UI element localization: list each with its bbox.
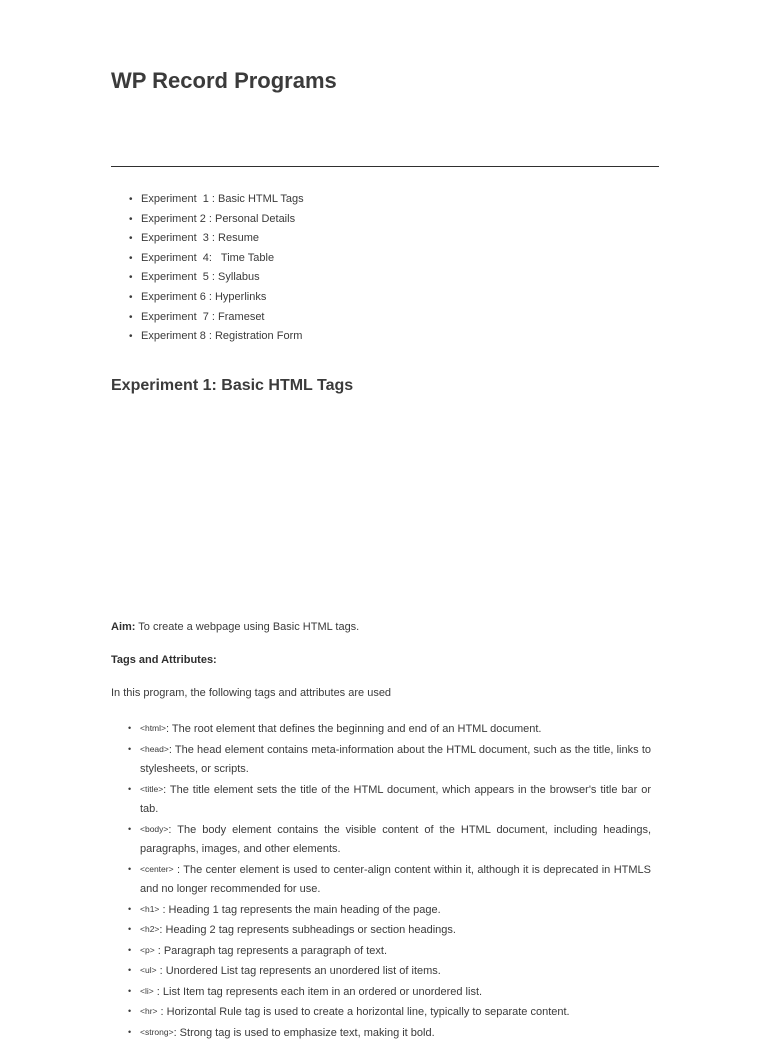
tag-description: : The center element is used to center-align content within it, although it is deprecated in HTMLS and no longer recommended for use. (140, 864, 651, 896)
tag-description: : The body element contains the visible content of the HTML document, including headings, paragraphs, images, and other elements. (140, 824, 651, 856)
tag-description: : Horizontal Rule tag is used to create a horizontal line, typically to separate content. (158, 1006, 570, 1018)
aim-label: Aim: (111, 621, 135, 633)
toc-item[interactable]: • Experiment 7 : Frameset (111, 308, 304, 328)
tag-code: <hr> (140, 1006, 158, 1016)
table-of-contents (111, 190, 304, 347)
toc-item[interactable]: • Experiment 1 : Basic HTML Tags (111, 190, 304, 210)
tag-list-item (111, 820, 651, 860)
tag-description: : List Item tag represents each item in an ordered or unordered list. (154, 986, 482, 998)
toc-item[interactable]: • Experiment 6 : Hyperlinks (111, 288, 304, 308)
tag-code: <title> (140, 784, 163, 794)
tag-description: : The root element that defines the beginning and end of an HTML document. (166, 723, 541, 735)
tag-list-item (111, 1002, 651, 1023)
tag-code: <ul> (140, 965, 157, 975)
intro-text: In this program, the following tags and attributes are used (111, 687, 391, 699)
tag-code: <h2> (140, 924, 159, 934)
tag-list-item (111, 961, 651, 982)
horizontal-rule (111, 166, 659, 167)
tag-description: : Heading 2 tag represents subheadings or section headings. (159, 924, 456, 936)
tag-description: : The head element contains meta-information about the HTML document, such as the title, links to stylesheets, or scripts. (140, 744, 651, 776)
tag-code: <li> (140, 986, 154, 996)
tag-list-item (111, 860, 651, 900)
aim-text: To create a webpage using Basic HTML tags. (135, 621, 359, 633)
toc-item[interactable]: • Experiment 4: Time Table (111, 249, 304, 269)
tag-code: <html> (140, 723, 166, 733)
toc-item[interactable]: • Experiment 5 : Syllabus (111, 268, 304, 288)
toc-item[interactable]: • Experiment 8 : Registration Form (111, 327, 304, 347)
tag-code: <body> (140, 824, 168, 834)
tag-list (111, 719, 651, 1043)
tag-code: <p> (140, 945, 155, 955)
tag-list-item (111, 719, 651, 740)
tag-list-item (111, 780, 651, 820)
tag-list-item (111, 920, 651, 941)
tag-description: : Heading 1 tag represents the main heading of the page. (159, 904, 440, 916)
tag-description: : Unordered List tag represents an unordered list of items. (157, 965, 441, 977)
tag-list-item (111, 740, 651, 780)
tag-list-item (111, 900, 651, 921)
section-heading: Experiment 1: Basic HTML Tags (111, 377, 353, 395)
toc-item[interactable]: • Experiment 3 : Resume (111, 229, 304, 249)
tag-description: : Strong tag is used to emphasize text, making it bold. (174, 1027, 435, 1039)
tag-list-item (111, 982, 651, 1003)
tag-code: <head> (140, 744, 169, 754)
aim-paragraph (111, 621, 359, 633)
tag-code: <strong> (140, 1027, 174, 1037)
tag-list-item (111, 1023, 651, 1043)
tags-heading: Tags and Attributes: (111, 654, 217, 666)
page-title: WP Record Programs (111, 68, 337, 94)
tag-code: <center> (140, 864, 174, 874)
tag-list-item (111, 941, 651, 962)
tag-code: <h1> (140, 904, 159, 914)
tag-description: : Paragraph tag represents a paragraph of text. (155, 945, 387, 957)
toc-item[interactable]: • Experiment 2 : Personal Details (111, 210, 304, 230)
tag-description: : The title element sets the title of the HTML document, which appears in the browser's title bar or tab. (140, 784, 651, 816)
